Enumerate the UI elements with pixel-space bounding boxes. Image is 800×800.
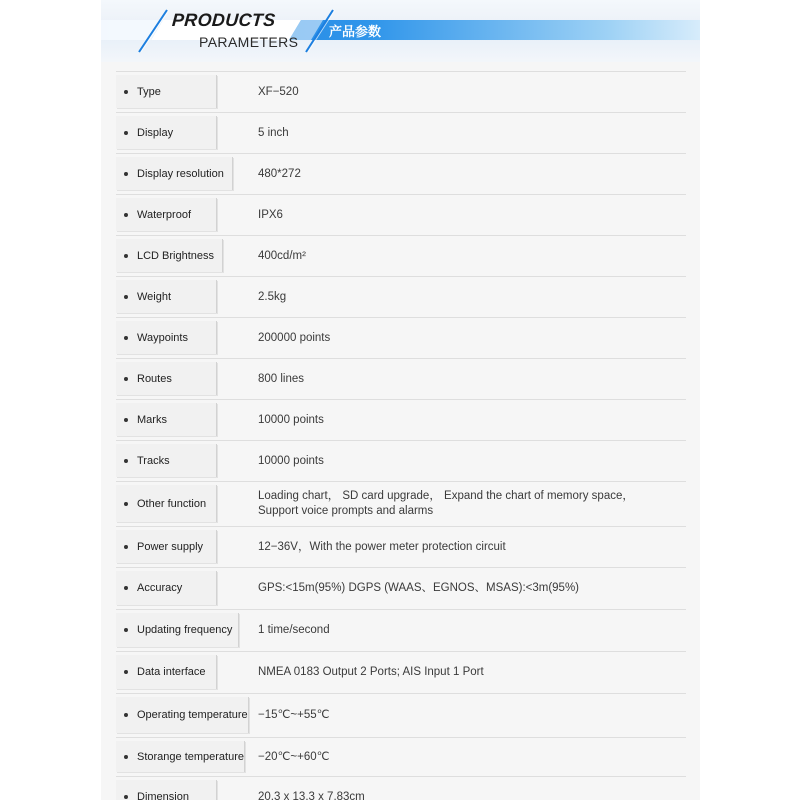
spec-value-cell xyxy=(258,482,682,526)
spec-value: 800 lines xyxy=(258,372,305,385)
spec-value: GPS:<15m(95%) DGPS (WAAS、EGNOS、MSAS):<3m(95%) xyxy=(258,582,580,594)
spec-value: Loading chart， SD card upgrade， Expand the chart of memory space， Support voice prompts and alarms xyxy=(258,490,634,517)
bullet-icon xyxy=(124,377,128,381)
spec-row-power-supply xyxy=(116,527,686,568)
spec-value: 2.5kg xyxy=(258,290,287,303)
spec-value: IPX6 xyxy=(258,208,283,221)
spec-label-cell xyxy=(116,157,233,190)
spec-value-cell xyxy=(258,236,682,276)
spec-row-other-function xyxy=(116,482,686,527)
bullet-icon xyxy=(124,336,128,340)
bullet-icon xyxy=(124,254,128,258)
bullet-icon xyxy=(124,131,128,135)
spec-row-tracks xyxy=(116,441,686,482)
specs-table xyxy=(116,71,686,800)
spec-label-cell xyxy=(116,239,223,272)
spec-label-cell xyxy=(116,444,217,477)
spec-value: 10000 points xyxy=(258,454,324,467)
spec-row-type xyxy=(116,71,686,113)
spec-label: Accuracy xyxy=(137,582,183,594)
spec-value-cell xyxy=(258,527,682,567)
spec-value: 480*272 xyxy=(258,167,301,180)
spec-label-cell xyxy=(116,613,239,647)
spec-label-cell xyxy=(116,655,217,689)
bullet-icon xyxy=(124,295,128,299)
spec-row-updating-frequency xyxy=(116,610,686,652)
spec-value-cell xyxy=(258,195,682,235)
spec-value-cell xyxy=(258,400,682,440)
spec-value-cell xyxy=(258,113,682,153)
spec-row-display-resolution xyxy=(116,154,686,195)
bullet-icon xyxy=(124,755,128,759)
spec-value-cell xyxy=(258,359,682,399)
banner-title-chinese: 产品参数 xyxy=(329,25,382,40)
spec-value-cell xyxy=(258,277,682,317)
spec-row-routes xyxy=(116,359,686,400)
spec-label: Display resolution xyxy=(137,167,224,180)
spec-value: −20℃~+60℃ xyxy=(258,750,330,763)
spec-value: 10000 points xyxy=(258,413,324,426)
spec-value: 12−36V，With the power meter protection circuit xyxy=(258,540,506,553)
spec-row-lcd-brightness xyxy=(116,236,686,277)
spec-label-cell xyxy=(116,403,217,436)
spec-label: Waterproof xyxy=(137,208,192,221)
spec-label: Type xyxy=(137,85,161,98)
spec-row-waterproof xyxy=(116,195,686,236)
bullet-icon xyxy=(124,670,128,674)
spec-label: LCD Brightness xyxy=(137,249,215,262)
spec-row-operating-temperature xyxy=(116,694,686,738)
bullet-icon xyxy=(124,459,128,463)
spec-row-data-interface xyxy=(116,652,686,694)
spec-label-cell xyxy=(116,362,217,395)
spec-label-cell xyxy=(116,75,217,108)
spec-value: 400cd/m² xyxy=(258,249,306,262)
spec-row-waypoints xyxy=(116,318,686,359)
spec-label-cell xyxy=(116,280,217,313)
spec-value: 1 time/second xyxy=(258,624,330,636)
bullet-icon xyxy=(124,213,128,217)
spec-value: XF−520 xyxy=(258,85,299,98)
spec-row-display xyxy=(116,113,686,154)
bullet-icon xyxy=(124,502,128,506)
spec-value: NMEA 0183 Output 2 Ports; AIS Input 1 Port xyxy=(258,666,484,678)
spec-value: 5 inch xyxy=(258,126,289,139)
spec-label-cell xyxy=(116,571,217,605)
spec-label: Storange temperature xyxy=(137,750,245,763)
spec-label: Updating frequency xyxy=(137,624,233,636)
spec-label-cell xyxy=(116,485,217,522)
spec-value: 200000 points xyxy=(258,331,331,344)
spec-value-cell xyxy=(258,610,682,651)
spec-value-cell xyxy=(258,738,682,776)
spec-label: Marks xyxy=(137,413,167,426)
spec-value-cell xyxy=(258,568,682,609)
spec-label: Other function xyxy=(137,497,207,510)
spec-value-cell xyxy=(258,777,682,800)
spec-row-accuracy xyxy=(116,568,686,610)
bullet-icon xyxy=(124,90,128,94)
spec-value-cell xyxy=(258,441,682,481)
bullet-icon xyxy=(124,418,128,422)
bullet-icon xyxy=(124,586,128,590)
spec-row-marks xyxy=(116,400,686,441)
spec-label: Routes xyxy=(137,372,172,385)
spec-label-cell xyxy=(116,530,217,563)
spec-label: Power supply xyxy=(137,540,204,553)
bullet-icon xyxy=(124,172,128,176)
spec-label: Weight xyxy=(137,290,172,303)
spec-label: Display xyxy=(137,126,174,139)
spec-label-cell xyxy=(116,198,217,231)
spec-row-storage-temperature xyxy=(116,738,686,777)
spec-label: Operating temperature xyxy=(137,709,248,721)
spec-label-cell xyxy=(116,321,217,354)
banner-title: PRODUCTS xyxy=(171,10,277,30)
spec-label: Waypoints xyxy=(137,331,188,344)
spec-label: Data interface xyxy=(137,666,206,678)
spec-label-cell xyxy=(116,780,217,800)
spec-label-cell xyxy=(116,697,249,733)
banner-subtitle: PARAMETERS xyxy=(199,34,299,50)
spec-value-cell xyxy=(258,72,682,112)
spec-row-weight xyxy=(116,277,686,318)
spec-value: 20.3 x 13.3 x 7.83cm xyxy=(258,790,365,800)
bullet-icon xyxy=(124,713,128,717)
spec-label: Tracks xyxy=(137,454,170,467)
bullet-icon xyxy=(124,545,128,549)
bullet-icon xyxy=(124,795,128,799)
spec-label-cell xyxy=(116,741,245,772)
spec-label: Dimension xyxy=(137,790,189,800)
spec-row-dimension xyxy=(116,777,686,800)
bullet-icon xyxy=(124,628,128,632)
spec-value-cell xyxy=(258,318,682,358)
spec-label-cell xyxy=(116,116,217,149)
spec-value-cell xyxy=(258,652,682,693)
spec-value-cell xyxy=(258,154,682,194)
header-banner xyxy=(101,0,700,62)
spec-value-cell xyxy=(258,694,682,737)
spec-value: −15℃~+55℃ xyxy=(258,709,330,721)
